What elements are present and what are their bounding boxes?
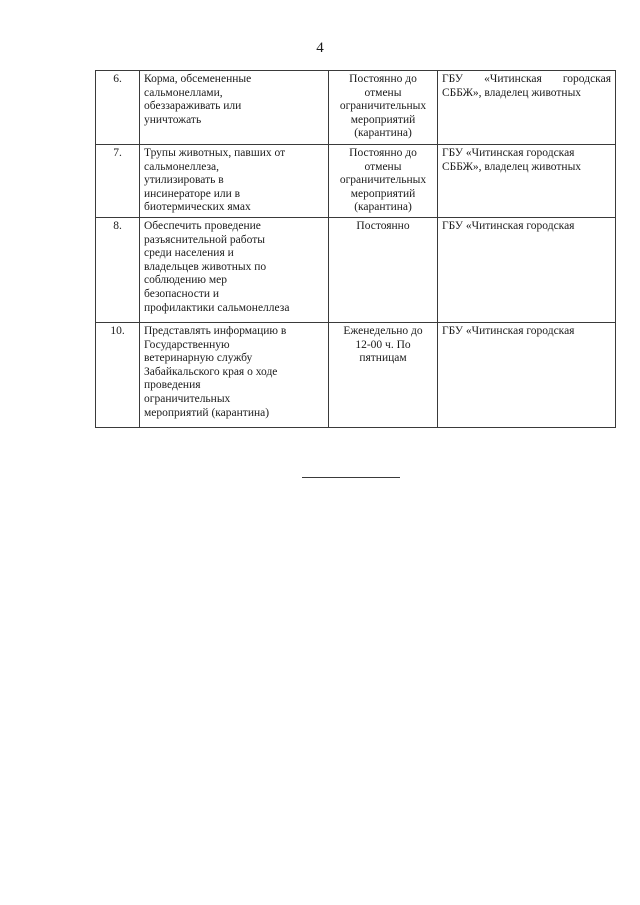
responsible-text: ГБУ «Читинская городская (442, 325, 575, 337)
responsible-cell (438, 323, 616, 428)
action-text: Представлять информацию в Государственную ветеринарную службу Забайкальского края о ходе проведения ограничительных мероприятий (карантина) (144, 325, 287, 419)
table-row (96, 218, 616, 323)
signature-divider-line (302, 477, 400, 478)
term-cell (329, 323, 438, 428)
responsible-text: ГБУ «Читинская городская СББЖ», владелец животных (442, 73, 611, 99)
term-cell (329, 218, 438, 323)
action-cell (140, 323, 329, 428)
responsible-cell (438, 218, 616, 323)
row-number-cell (96, 145, 140, 218)
term-text: Постоянно до отмены ограничительных мероприятий (карантина) (339, 73, 427, 140)
row-number: 7. (113, 147, 122, 159)
row-number-cell (96, 323, 140, 428)
page-number: 4 (316, 40, 324, 56)
responsible-cell (438, 145, 616, 218)
row-number: 8. (113, 220, 122, 232)
table-row (96, 323, 616, 428)
action-text: Корма, обсемененные сальмонеллами, обеззараживать или уничтожать (144, 73, 252, 126)
row-number: 10. (110, 325, 125, 337)
row-number-cell (96, 218, 140, 323)
term-text: Постоянно (356, 220, 410, 232)
action-cell (140, 145, 329, 218)
row-number: 6. (113, 73, 122, 85)
responsible-cell (438, 71, 616, 145)
measures-table (95, 70, 616, 428)
term-text: Постоянно до отмены ограничительных мероприятий (карантина) (339, 147, 427, 214)
table-row (96, 71, 616, 145)
action-text: Трупы животных, павших от сальмонеллеза, утилизировать в инсинераторе или в биотермических ямах (144, 147, 286, 214)
term-cell (329, 145, 438, 218)
term-text: Еженедельно до 12-00 ч. По пятницам (343, 325, 423, 365)
action-cell (140, 218, 329, 323)
table-row (96, 145, 616, 218)
responsible-text: ГБУ «Читинская городская СББЖ», владелец животных (442, 147, 582, 173)
row-number-cell (96, 71, 140, 145)
term-cell (329, 71, 438, 145)
responsible-text: ГБУ «Читинская городская (442, 220, 575, 232)
action-cell (140, 71, 329, 145)
action-text: Обеспечить проведение разъяснительной работы среди населения и владельцев животных по соблюдению мер безопасности и профилактики сальмонеллеза (144, 220, 290, 314)
